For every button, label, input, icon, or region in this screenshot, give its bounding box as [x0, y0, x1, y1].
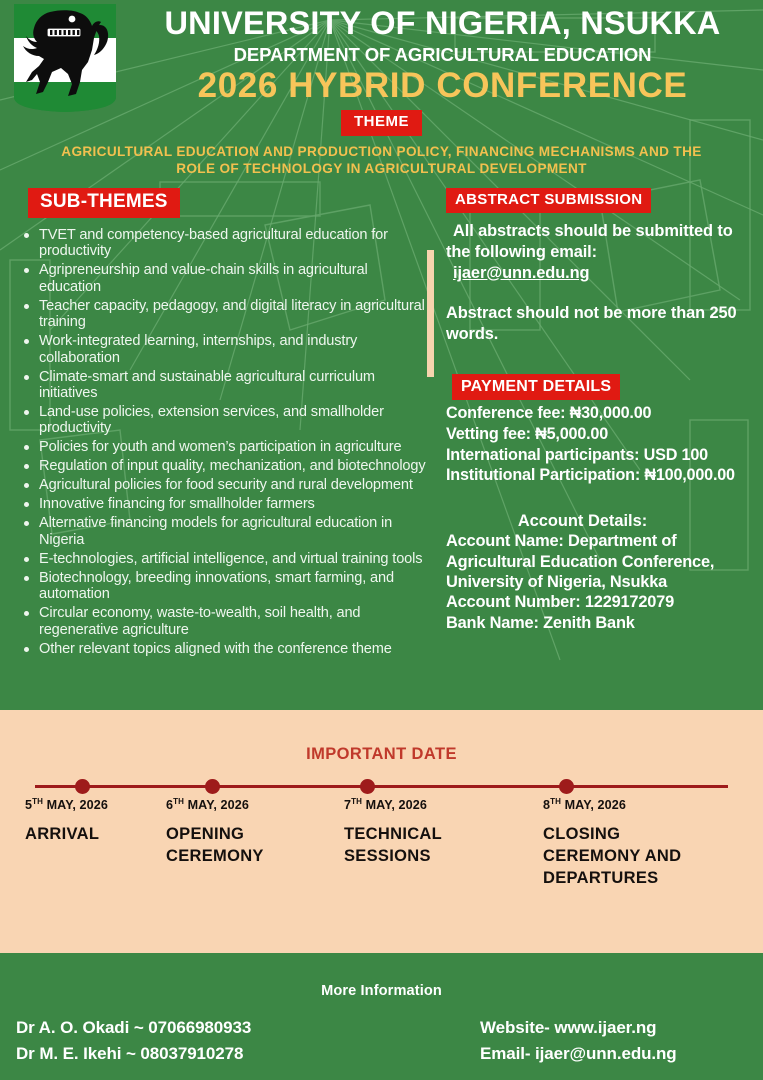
account-details-title: Account Details:: [517, 512, 648, 531]
payment-badge-container: [446, 374, 753, 401]
theme-text: AGRICULTURAL EDUCATION AND PRODUCTION POLICY, FINANCING MECHANISMS AND THE ROLE OF TECHNOLOGY IN AGRICULTURAL DEVELOPMENT: [61, 143, 702, 176]
timeline-event-label: OPENING CEREMONY: [166, 825, 264, 865]
contact-person-2: Dr M. E. Ikehi ~ 08037910278: [16, 1043, 244, 1063]
footer-columns: [0, 1015, 763, 1066]
subtheme-item: E-technologies, artificial intelligence, and virtual training tools: [22, 551, 428, 567]
timeline-dot: [559, 779, 574, 794]
subtheme-item: Agricultural policies for food security and rural development: [22, 477, 428, 493]
subtheme-item: Other relevant topics aligned with the conference theme: [22, 641, 428, 657]
timeline-event-date: 6TH MAY, 2026: [166, 797, 249, 813]
column-divider: [427, 250, 434, 377]
timeline-event-label: TECHNICAL SESSIONS: [344, 825, 443, 865]
subthemes-column: [0, 188, 434, 660]
subthemes-badge: SUB-THEMES: [28, 188, 180, 218]
timeline-track: [35, 785, 728, 788]
footer-links: [480, 1015, 763, 1066]
contact-person-1: Dr A. O. Okadi ~ 07066980933: [16, 1018, 252, 1037]
timeline-event-date: 7TH MAY, 2026: [344, 797, 427, 813]
abstract-email-link[interactable]: ijaer@unn.edu.ng: [453, 263, 590, 282]
timeline-dot: [75, 779, 90, 794]
timeline-dot: [205, 779, 220, 794]
timeline-event: [543, 797, 681, 889]
account-detail-line: Account Name: Department of: [446, 532, 677, 551]
subtheme-item: Climate-smart and sustainable agricultural curriculum initiatives: [22, 369, 428, 402]
timeline-event-date: 5TH MAY, 2026: [25, 797, 108, 813]
footer-website[interactable]: Website- www.ijaer.ng: [480, 1018, 657, 1037]
poster-body: [0, 188, 763, 660]
info-column: [434, 188, 763, 660]
payment-fee-list: [446, 403, 753, 486]
conference-title: 2026 HYBRID CONFERENCE: [197, 66, 688, 106]
account-detail-line: Bank Name: Zenith Bank: [446, 613, 635, 632]
timeline-event: [25, 797, 108, 846]
subtheme-item: Policies for youth and women’s participation in agriculture: [22, 439, 428, 455]
abstract-instruction-text: All abstracts should be submitted to the following email:: [446, 222, 733, 261]
subtheme-item: Land-use policies, extension services, and smallholder productivity: [22, 404, 428, 437]
theme-badge: THEME: [341, 110, 422, 136]
footer-email[interactable]: Email- ijaer@unn.edu.ng: [480, 1043, 677, 1063]
important-date-title: IMPORTANT DATE: [306, 745, 457, 763]
payment-fee-line: Vetting fee: ₦5,000.00: [446, 424, 609, 443]
account-detail-line: University of Nigeria, Nsukka: [446, 572, 668, 591]
subthemes-list: [14, 227, 428, 658]
account-details-list: [446, 531, 753, 633]
timeline-event-date: 8TH MAY, 2026: [543, 797, 626, 813]
poster-header: [0, 0, 763, 105]
footer-contacts: [0, 1015, 480, 1066]
account-detail-line: Agricultural Education Conference,: [446, 552, 715, 571]
subtheme-item: Biotechnology, breeding innovations, smart farming, and automation: [22, 570, 428, 603]
timeline-event: [344, 797, 442, 868]
subtheme-item: Innovative financing for smallholder farmers: [22, 496, 428, 512]
timeline-dot: [360, 779, 375, 794]
unn-coat-of-arms-logo: [6, 2, 124, 114]
abstract-submission-badge: ABSTRACT SUBMISSION: [446, 188, 651, 214]
timeline-event-label: ARRIVAL: [25, 825, 100, 844]
subtheme-item: Agripreneurship and value-chain skills in agricultural education: [22, 262, 428, 295]
payment-fee-line: Conference fee: ₦30,000.00: [446, 404, 652, 423]
timeline-event: [166, 797, 264, 868]
subtheme-item: Circular economy, waste-to-wealth, soil health, and regenerative agriculture: [22, 605, 428, 638]
subtheme-item: Alternative financing models for agricultural education in Nigeria: [22, 515, 428, 548]
abstract-word-limit: Abstract should not be more than 250 words.: [446, 304, 737, 343]
department-title: DEPARTMENT OF AGRICULTURAL EDUCATION: [233, 44, 652, 66]
more-information-label: More Information: [321, 983, 442, 999]
account-detail-line: Account Number: 1229172079: [446, 593, 675, 612]
abstract-instruction: [446, 221, 753, 283]
subtheme-item: Teacher capacity, pedagogy, and digital literacy in agricultural training: [22, 298, 428, 331]
theme-badge-container: [0, 110, 763, 136]
subtheme-item: Regulation of input quality, mechanization, and biotechnology: [22, 458, 428, 474]
timeline-event-label: CLOSING CEREMONY AND DEPARTURES: [543, 825, 682, 887]
payment-fee-line: International participants: USD 100: [446, 445, 708, 464]
payment-details-badge: PAYMENT DETAILS: [452, 374, 620, 401]
payment-fee-line: Institutional Participation: ₦100,000.00: [446, 466, 735, 485]
poster-footer: [0, 953, 763, 1080]
university-title: UNIVERSITY OF NIGERIA, NSUKKA: [164, 5, 721, 41]
subtheme-item: TVET and competency-based agricultural education for productivity: [22, 227, 428, 260]
subtheme-item: Work-integrated learning, internships, and industry collaboration: [22, 333, 428, 366]
